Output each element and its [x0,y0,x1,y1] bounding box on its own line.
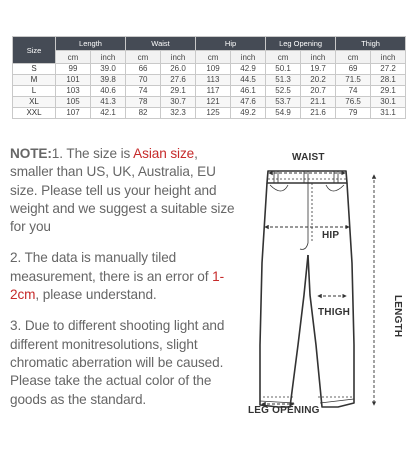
size-table-body [13,64,406,119]
measurement-cell: 39.0 [91,64,126,75]
measurement-cell: 82 [126,108,161,119]
group-header-length: Length [56,37,126,51]
unit-header: inch [231,51,266,64]
size-cell: XXL [13,108,56,119]
thigh-label: THIGH [318,307,351,318]
measurement-cell: 54.9 [266,108,301,119]
group-header-waist: Waist [126,37,196,51]
note-1-text-a: 1. The size is [51,146,134,161]
measurement-cell: 40.6 [91,86,126,97]
measurement-cell: 107 [56,108,91,119]
note-2-text-a: 2. The data is manually tiled measurement, there is an error of [10,250,213,284]
size-chart-table [12,36,406,119]
waist-label: WAIST [292,152,325,163]
measurement-cell: 49.2 [231,108,266,119]
size-cell: S [13,64,56,75]
measurement-cell: 29.1 [371,86,406,97]
table-row [13,75,406,86]
measurement-cell: 30.7 [161,97,196,108]
measurement-cell: 52.5 [266,86,301,97]
size-cell: M [13,75,56,86]
measurement-cell: 44.5 [231,75,266,86]
measurement-cell: 74 [336,86,371,97]
measurement-cell: 42.1 [91,108,126,119]
measurement-cell: 47.6 [231,97,266,108]
hip-label: HIP [322,230,340,241]
unit-header: cm [336,51,371,64]
table-group-header-row [13,37,406,51]
note-lead: NOTE: [10,146,52,161]
unit-header: cm [266,51,301,64]
measurement-cell: 26.0 [161,64,196,75]
measurement-cell: 21.6 [301,108,336,119]
pants-measurement-diagram [238,145,414,463]
measurement-cell: 19.7 [301,64,336,75]
measurement-cell: 27.2 [371,64,406,75]
note-2 [10,249,242,304]
table-row [13,108,406,119]
measurement-cell: 39.8 [91,75,126,86]
measurement-cell: 70 [126,75,161,86]
unit-header: inch [91,51,126,64]
measurement-cell: 71.5 [336,75,371,86]
size-cell: XL [13,97,56,108]
measurement-cell: 50.1 [266,64,301,75]
measurement-cell: 125 [196,108,231,119]
unit-header: inch [301,51,336,64]
measurement-cell: 28.1 [371,75,406,86]
measurement-cell: 99 [56,64,91,75]
notes-block [10,145,242,422]
pants-outline [260,171,354,407]
table-unit-header-row [13,51,406,64]
group-header-leg-opening: Leg Opening [266,37,336,51]
measurement-cell: 79 [336,108,371,119]
measurement-cell: 121 [196,97,231,108]
unit-header: inch [371,51,406,64]
size-column-header: Size [13,37,56,64]
unit-header: inch [161,51,196,64]
table-row [13,86,406,97]
measurement-cell: 31.1 [371,108,406,119]
measurement-cell: 20.2 [301,75,336,86]
note-3: 3. Due to different shooting light and different monitresolutions, slight chromatic aberration will be caused. Please take the actual color of the goods as the standard. [10,318,225,407]
measurement-cell: 103 [56,86,91,97]
leg-opening-label: LEG OPENING [248,405,320,416]
unit-header: cm [126,51,161,64]
note-1-highlight: Asian size [133,146,195,161]
note-2-highlight: 1-2cm [10,268,224,303]
measurement-cell: 78 [126,97,161,108]
measurement-cell: 46.1 [231,86,266,97]
size-cell: L [13,86,56,97]
group-header-thigh: Thigh [336,37,406,51]
table-row [13,97,406,108]
measurement-cell: 27.6 [161,75,196,86]
measurement-cell: 32.3 [161,108,196,119]
measurement-cell: 101 [56,75,91,86]
measurement-cell: 29.1 [161,86,196,97]
length-label: LENGTH [392,295,403,338]
measurement-cell: 41.3 [91,97,126,108]
measurement-cell: 109 [196,64,231,75]
measurement-cell: 117 [196,86,231,97]
measurement-cell: 20.7 [301,86,336,97]
measurement-cell: 30.1 [371,97,406,108]
table-row [13,64,406,75]
measurement-cell: 113 [196,75,231,86]
measurement-cell: 51.3 [266,75,301,86]
unit-header: cm [56,51,91,64]
note-2-text-b: , please understand. [35,287,157,303]
measurement-cell: 66 [126,64,161,75]
measurement-cell: 76.5 [336,97,371,108]
measurement-cell: 42.9 [231,64,266,75]
measurement-cell: 105 [56,97,91,108]
measurement-cell: 74 [126,86,161,97]
measurement-cell: 53.7 [266,97,301,108]
note-1-text-b: , smaller than US, UK, Australia, EU size. Please tell us your height and weight and we suggest a suitable size for you [10,146,235,235]
measurement-cell: 21.1 [301,97,336,108]
group-header-hip: Hip [196,37,266,51]
note-1 [10,145,242,236]
measurement-cell: 69 [336,64,371,75]
unit-header: cm [196,51,231,64]
